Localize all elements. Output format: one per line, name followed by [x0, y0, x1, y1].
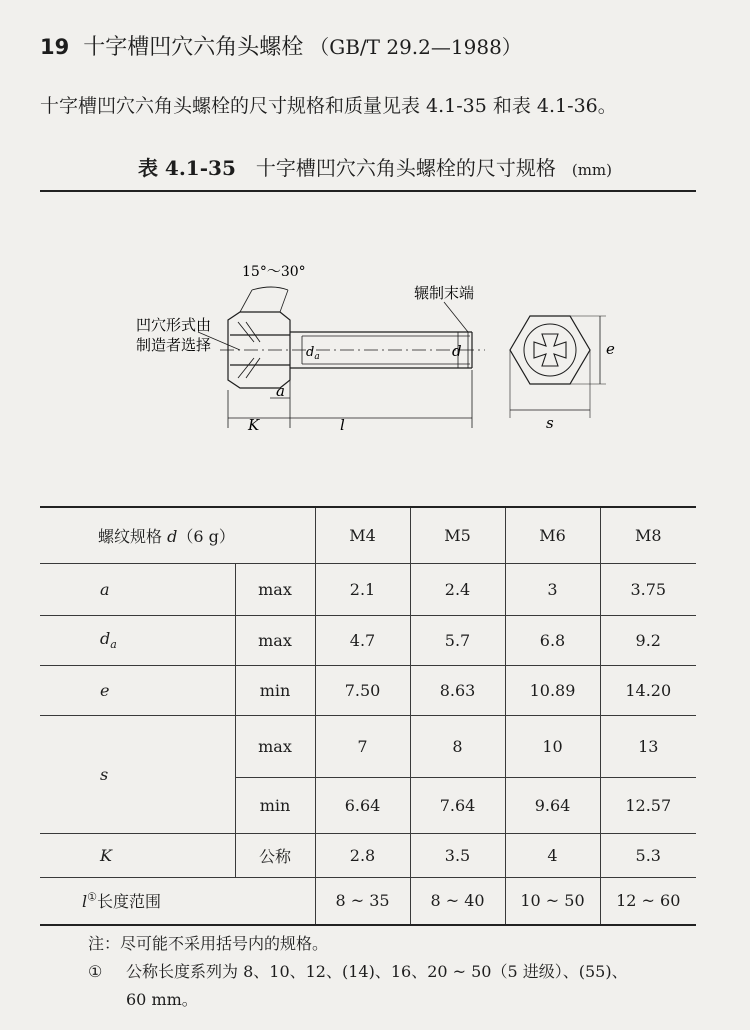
- table-unit: (mm): [571, 161, 613, 179]
- value-cell: 7: [315, 715, 410, 777]
- row-limit: min: [235, 777, 315, 833]
- size-cell: M8: [600, 507, 696, 563]
- bolt-drawing: [40, 250, 660, 450]
- row-limit: max: [235, 615, 315, 665]
- header-thread-spec: 螺纹规格 d（6 g）: [40, 507, 315, 563]
- recess-note-line1: 凹穴形式由: [136, 316, 212, 334]
- value-cell: 5.3: [600, 833, 696, 877]
- dim-d-label: d: [452, 342, 462, 360]
- value-cell: 8: [410, 715, 505, 777]
- table-row: [40, 715, 696, 777]
- note-text: 注：尽可能不采用括号内的规格。: [88, 934, 329, 953]
- row-symbol: K: [40, 833, 235, 877]
- value-cell: 6.64: [315, 777, 410, 833]
- section-standard: （GB/T 29.2—1988）: [309, 35, 522, 59]
- value-cell: 8.63: [410, 665, 505, 715]
- section-title: 十字槽凹穴六角头螺栓: [83, 35, 304, 60]
- value-cell: 2.4: [410, 563, 505, 615]
- table-caption: [0, 152, 750, 181]
- value-cell: 3.75: [600, 563, 696, 615]
- angle-label: 15°～30°: [242, 264, 306, 280]
- table-row: [40, 665, 696, 715]
- dim-a-label: a: [276, 382, 285, 400]
- value-cell: 7.64: [410, 777, 505, 833]
- table-header-row: [40, 507, 696, 563]
- value-cell: 10.89: [505, 665, 600, 715]
- row-limit: min: [235, 665, 315, 715]
- value-cell: 3: [505, 563, 600, 615]
- dim-l-label: l: [340, 416, 345, 434]
- row-symbol: a: [40, 563, 235, 615]
- table-row: [40, 877, 696, 925]
- row-symbol: $d_a$: [40, 615, 235, 665]
- value-cell: 12.57: [600, 777, 696, 833]
- hex-end-view: [510, 316, 590, 384]
- value-cell: 8 ~ 40: [410, 877, 505, 925]
- value-cell: 4: [505, 833, 600, 877]
- value-cell: 10 ~ 50: [505, 877, 600, 925]
- dim-k-label: K: [248, 416, 260, 434]
- row-symbol: s: [40, 715, 235, 833]
- row-limit: max: [235, 715, 315, 777]
- value-cell: 3.5: [410, 833, 505, 877]
- value-cell: 4.7: [315, 615, 410, 665]
- spec-table: [40, 506, 696, 926]
- recess-note-line2: 制造者选择: [136, 336, 212, 354]
- value-cell: 2.8: [315, 833, 410, 877]
- dim-e-label: e: [606, 340, 615, 358]
- value-cell: 7.50: [315, 665, 410, 715]
- value-cell: 14.20: [600, 665, 696, 715]
- table-row: [40, 563, 696, 615]
- row-length-range: l①长度范围: [40, 877, 315, 925]
- end-note: 辗制末端: [414, 284, 475, 302]
- dim-da-label: $d_a$: [306, 345, 320, 362]
- value-cell: 13: [600, 715, 696, 777]
- row-symbol: e: [40, 665, 235, 715]
- table-title: 十字槽凹穴六角头螺栓的尺寸规格: [255, 156, 556, 180]
- table-row: [40, 833, 696, 877]
- value-cell: 8 ~ 35: [315, 877, 410, 925]
- intro-paragraph: 十字槽凹穴六角头螺栓的尺寸规格和质量见表 4.1-35 和表 4.1-36。: [40, 95, 617, 117]
- table-row: [40, 615, 696, 665]
- section-heading: [40, 30, 522, 61]
- value-cell: 5.7: [410, 615, 505, 665]
- size-cell: M5: [410, 507, 505, 563]
- value-cell: 12 ~ 60: [600, 877, 696, 925]
- value-cell: 9.64: [505, 777, 600, 833]
- size-cell: M6: [505, 507, 600, 563]
- table-number: 表 4.1-35: [137, 156, 236, 180]
- size-cell: M4: [315, 507, 410, 563]
- value-cell: 10: [505, 715, 600, 777]
- value-cell: 9.2: [600, 615, 696, 665]
- footnote-continuation: 60 mm。: [126, 990, 198, 1009]
- value-cell: 6.8: [505, 615, 600, 665]
- section-number: 19: [40, 35, 70, 59]
- table-notes: [88, 930, 708, 1014]
- caption-rule: [40, 190, 696, 192]
- row-limit: max: [235, 563, 315, 615]
- dim-s-label: s: [546, 414, 554, 432]
- value-cell: 2.1: [315, 563, 410, 615]
- row-limit: 公称: [235, 833, 315, 877]
- footnote: ① 公称长度系列为 8、10、12、(14)、16、20 ~ 50（5 进级）、(55)、: [88, 962, 628, 981]
